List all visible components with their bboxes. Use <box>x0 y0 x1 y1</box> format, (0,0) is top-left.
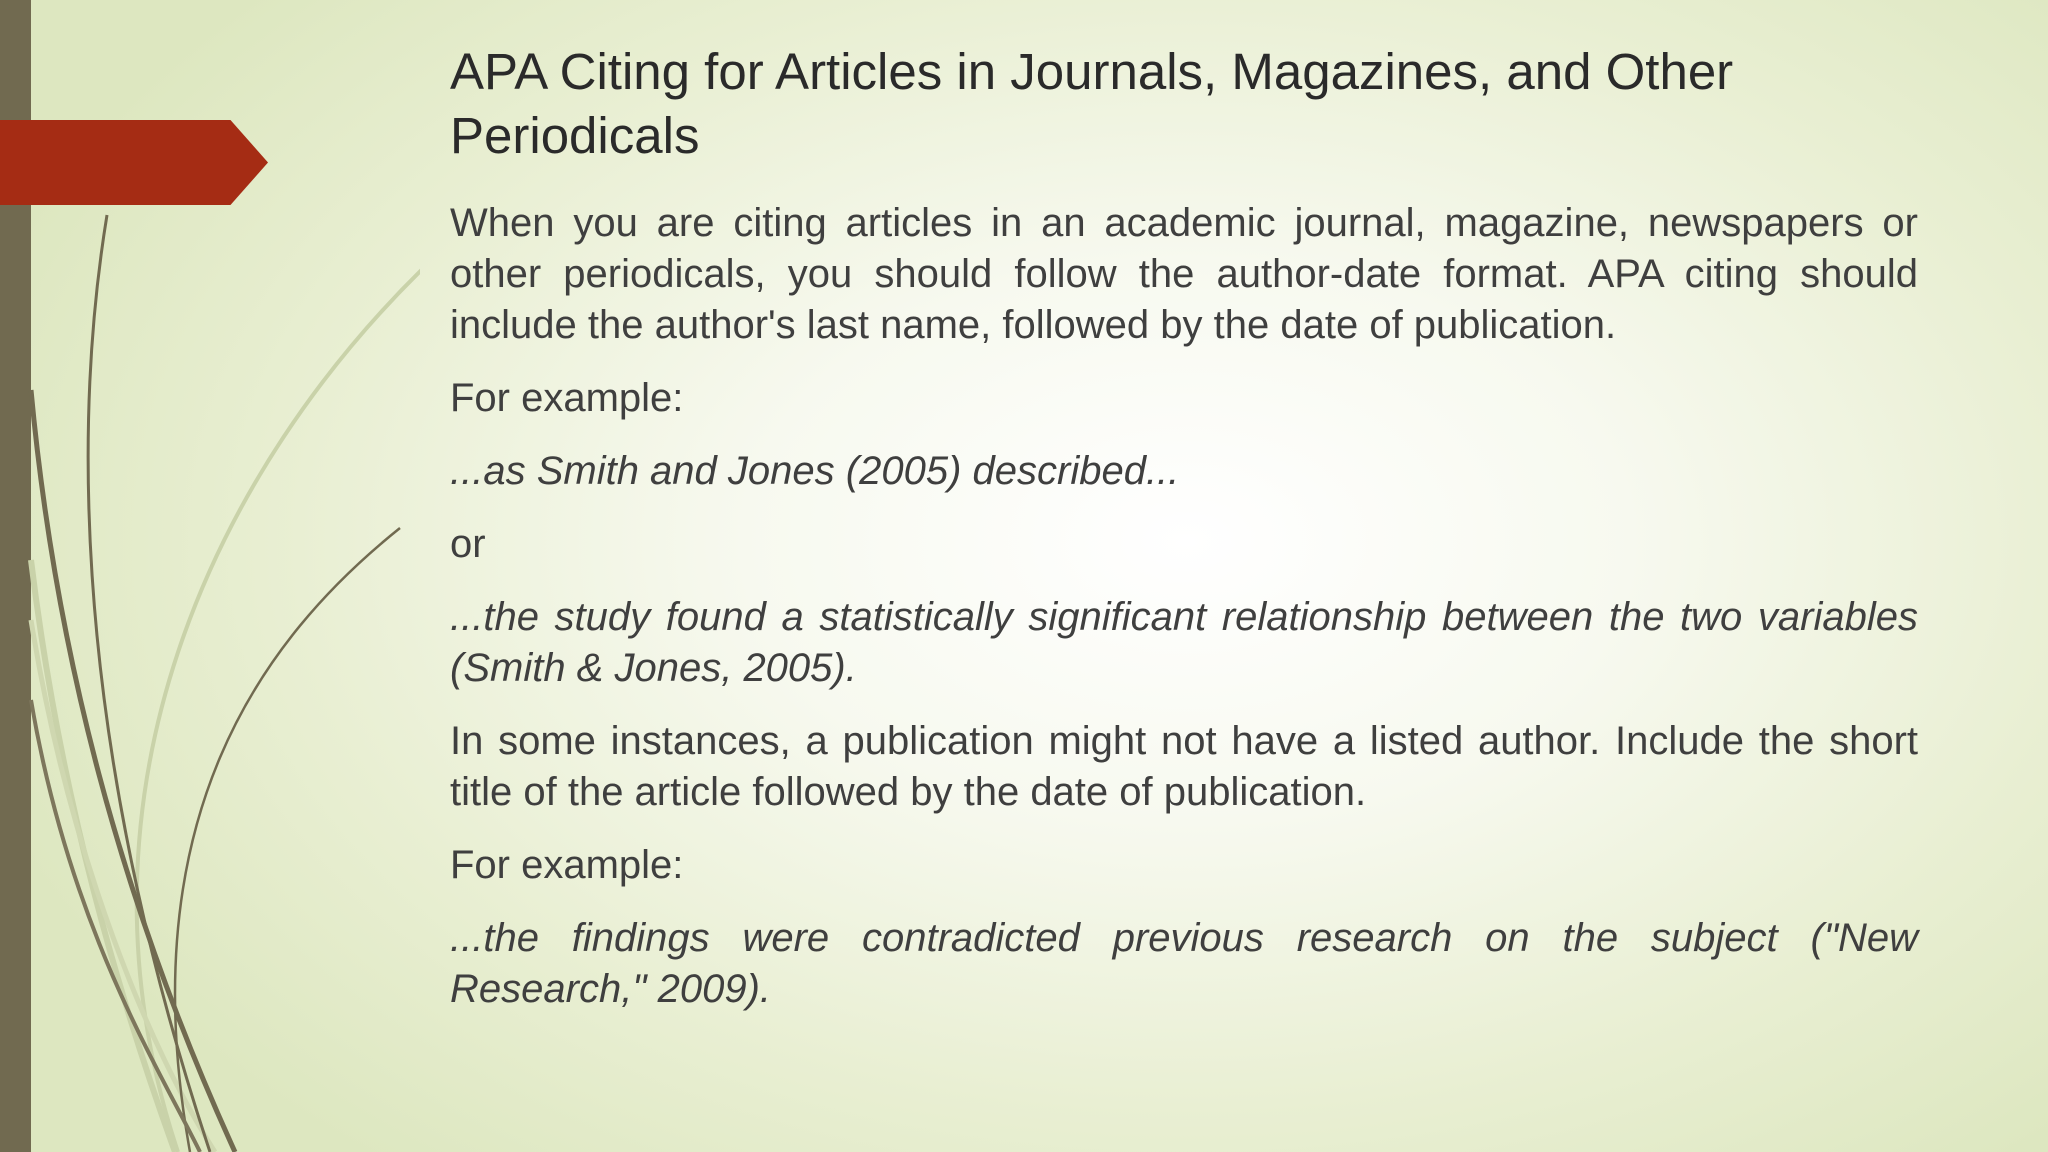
for-example-label: For example: <box>450 376 684 420</box>
slide-title: APA Citing for Articles in Journals, Magazines, and Other Periodicals <box>450 43 1734 164</box>
example-citation-2: ...the study found a statistically significant relationship between the two variables (Smith & Jones, 2005). <box>450 595 1918 690</box>
no-author-paragraph: In some instances, a publication might not have a listed author. Include the short title of the article followed by the date of publication. <box>450 719 1918 814</box>
or-label: or <box>450 522 486 566</box>
curve-dark-3 <box>175 528 400 1152</box>
accent-ribbon <box>0 120 268 205</box>
example-citation-1: ...as Smith and Jones (2005) described... <box>450 449 1180 493</box>
curve-dark-1 <box>88 215 210 1152</box>
for-example-label-2: For example: <box>450 843 684 887</box>
curve-pale-3 <box>31 620 215 1152</box>
slide-body <box>450 198 1918 1037</box>
example-citation-3: ...the findings were contradicted previous research on the subject ("New Research," 2009). <box>450 916 1918 1011</box>
intro-paragraph: When you are citing articles in an academic journal, magazine, newspapers or other periodicals, you should follow the author-date format. APA citing should include the author's last name, followed by the date of publication. <box>450 201 1918 347</box>
